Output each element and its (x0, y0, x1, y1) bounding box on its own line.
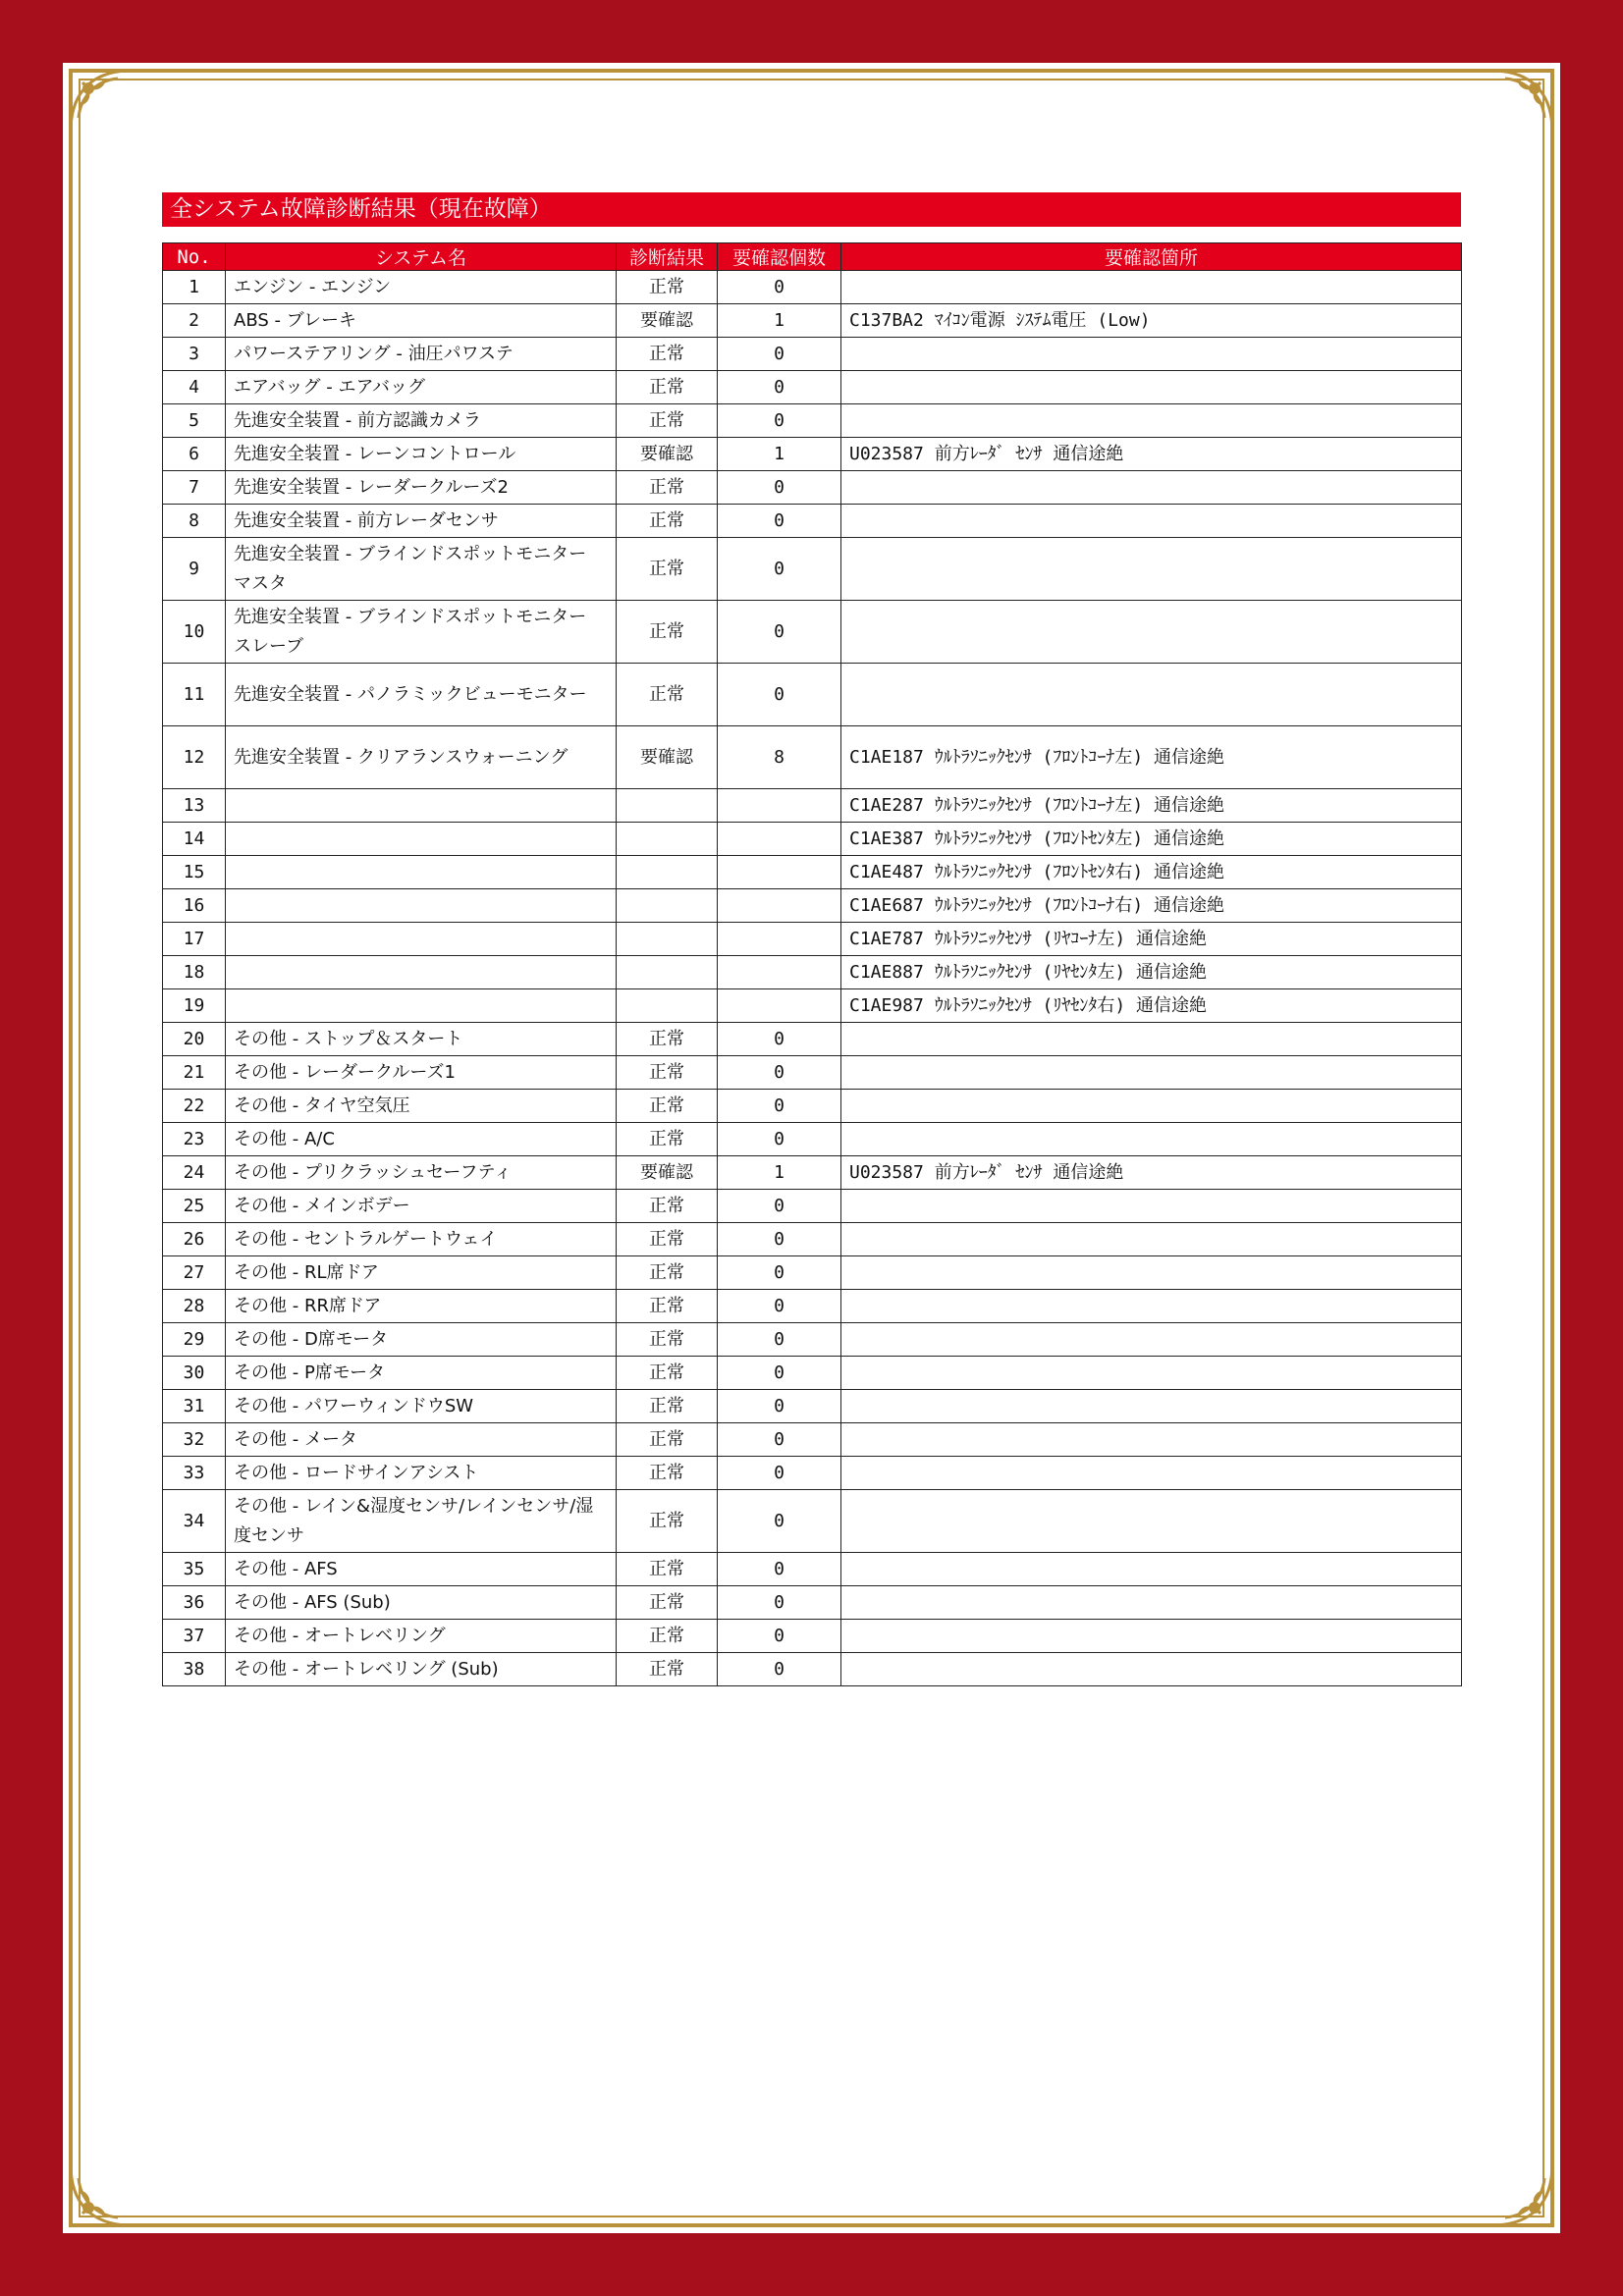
row-result (617, 856, 718, 889)
row-no: 11 (163, 664, 226, 726)
row-result: 正常 (617, 1056, 718, 1090)
row-no: 23 (163, 1123, 226, 1156)
table-row (163, 664, 1462, 726)
row-result: 正常 (617, 1256, 718, 1290)
row-system-name: その他 - RR席ドア (226, 1290, 617, 1323)
table-row (163, 371, 1462, 404)
table-row (163, 1256, 1462, 1290)
row-no: 10 (163, 601, 226, 664)
row-result: 要確認 (617, 438, 718, 471)
row-system-name: その他 - メインボデー (226, 1190, 617, 1223)
row-count (718, 889, 841, 923)
table-row (163, 1323, 1462, 1357)
row-result: 正常 (617, 1290, 718, 1323)
row-count: 0 (718, 1457, 841, 1490)
row-no: 7 (163, 471, 226, 505)
table-row (163, 856, 1462, 889)
row-location (841, 505, 1462, 538)
row-no: 20 (163, 1023, 226, 1056)
row-no: 17 (163, 923, 226, 956)
row-location (841, 1056, 1462, 1090)
row-count: 0 (718, 271, 841, 304)
row-no: 21 (163, 1056, 226, 1090)
row-location (841, 1256, 1462, 1290)
header-result: 診断結果 (617, 243, 718, 271)
table-row (163, 1023, 1462, 1056)
row-no: 27 (163, 1256, 226, 1290)
table-row (163, 1290, 1462, 1323)
row-count: 0 (718, 404, 841, 438)
row-location (841, 1357, 1462, 1390)
row-location (841, 471, 1462, 505)
row-no: 14 (163, 823, 226, 856)
row-result: 正常 (617, 338, 718, 371)
row-system-name: その他 - ストップ＆スタート (226, 1023, 617, 1056)
row-location (841, 1620, 1462, 1653)
row-count: 0 (718, 1653, 841, 1686)
table-row (163, 1090, 1462, 1123)
row-result: 正常 (617, 1423, 718, 1457)
row-count (718, 956, 841, 989)
ornament-corner-icon (1478, 63, 1560, 145)
row-no: 26 (163, 1223, 226, 1256)
row-result: 正常 (617, 1357, 718, 1390)
row-no: 30 (163, 1357, 226, 1390)
row-location (841, 1090, 1462, 1123)
row-count: 1 (718, 1156, 841, 1190)
row-count: 0 (718, 1586, 841, 1620)
row-system-name: その他 - オートレベリング (Sub) (226, 1653, 617, 1686)
table-row (163, 438, 1462, 471)
header-count: 要確認個数 (718, 243, 841, 271)
row-location: C1AE487 ｳﾙﾄﾗｿﾆｯｸｾﾝｻ (ﾌﾛﾝﾄｾﾝﾀ右) 通信途絶 (841, 856, 1462, 889)
row-result: 正常 (617, 601, 718, 664)
row-count: 0 (718, 1357, 841, 1390)
row-count: 0 (718, 338, 841, 371)
row-location (841, 371, 1462, 404)
row-no: 12 (163, 726, 226, 789)
table-row (163, 1457, 1462, 1490)
row-system-name: その他 - P席モータ (226, 1357, 617, 1390)
row-location (841, 1553, 1462, 1586)
table-row (163, 338, 1462, 371)
row-location: C1AE387 ｳﾙﾄﾗｿﾆｯｸｾﾝｻ (ﾌﾛﾝﾄｾﾝﾀ左) 通信途絶 (841, 823, 1462, 856)
row-location (841, 1490, 1462, 1553)
diagnosis-table (162, 242, 1461, 1686)
row-result (617, 789, 718, 823)
row-result: 要確認 (617, 304, 718, 338)
table-row (163, 726, 1462, 789)
table-row (163, 1357, 1462, 1390)
row-no: 6 (163, 438, 226, 471)
table-row (163, 471, 1462, 505)
row-count: 8 (718, 726, 841, 789)
row-location (841, 1123, 1462, 1156)
row-count: 0 (718, 1023, 841, 1056)
row-result: 要確認 (617, 726, 718, 789)
row-count (718, 823, 841, 856)
table-row (163, 1056, 1462, 1090)
row-count (718, 856, 841, 889)
row-result: 正常 (617, 1023, 718, 1056)
row-location: C1AE187 ｳﾙﾄﾗｿﾆｯｸｾﾝｻ (ﾌﾛﾝﾄｺｰﾅ左) 通信途絶 (841, 726, 1462, 789)
row-system-name: その他 - セントラルゲートウェイ (226, 1223, 617, 1256)
row-system-name (226, 856, 617, 889)
row-result: 正常 (617, 1123, 718, 1156)
row-count: 0 (718, 664, 841, 726)
row-result (617, 956, 718, 989)
row-result: 正常 (617, 1586, 718, 1620)
row-system-name: その他 - AFS (226, 1553, 617, 1586)
table-row (163, 404, 1462, 438)
row-system-name: その他 - AFS (Sub) (226, 1586, 617, 1620)
row-location: C1AE987 ｳﾙﾄﾗｿﾆｯｸｾﾝｻ (ﾘﾔｾﾝﾀ右) 通信途絶 (841, 989, 1462, 1023)
table-row (163, 1123, 1462, 1156)
table-row (163, 538, 1462, 601)
table-row (163, 956, 1462, 989)
row-count (718, 789, 841, 823)
row-location (841, 1586, 1462, 1620)
row-location (841, 1023, 1462, 1056)
row-location: C1AE687 ｳﾙﾄﾗｿﾆｯｸｾﾝｻ (ﾌﾛﾝﾄｺｰﾅ右) 通信途絶 (841, 889, 1462, 923)
row-system-name (226, 956, 617, 989)
row-count (718, 989, 841, 1023)
row-system-name: 先進安全装置 - レーダークルーズ2 (226, 471, 617, 505)
table-row (163, 1620, 1462, 1653)
table-row (163, 1190, 1462, 1223)
row-result: 正常 (617, 1223, 718, 1256)
row-location: U023587 前方ﾚｰﾀﾞ ｾﾝｻ 通信途絶 (841, 1156, 1462, 1190)
row-no: 28 (163, 1290, 226, 1323)
ornament-corner-icon (1478, 2151, 1560, 2233)
row-count: 0 (718, 1190, 841, 1223)
row-location (841, 1423, 1462, 1457)
row-result: 正常 (617, 1620, 718, 1653)
table-row (163, 1390, 1462, 1423)
row-result: 正常 (617, 371, 718, 404)
row-location (841, 1457, 1462, 1490)
table-row (163, 1586, 1462, 1620)
table-row (163, 1490, 1462, 1553)
row-result: 正常 (617, 1490, 718, 1553)
row-result: 正常 (617, 1390, 718, 1423)
row-system-name: エンジン - エンジン (226, 271, 617, 304)
row-no: 9 (163, 538, 226, 601)
row-system-name: 先進安全装置 - 前方認識カメラ (226, 404, 617, 438)
row-location: U023587 前方ﾚｰﾀﾞ ｾﾝｻ 通信途絶 (841, 438, 1462, 471)
row-count: 0 (718, 1490, 841, 1553)
row-result: 正常 (617, 271, 718, 304)
row-no: 25 (163, 1190, 226, 1223)
row-count: 0 (718, 1423, 841, 1457)
row-location (841, 338, 1462, 371)
row-no: 36 (163, 1586, 226, 1620)
row-count: 0 (718, 1123, 841, 1156)
table-row (163, 304, 1462, 338)
row-result (617, 989, 718, 1023)
row-no: 37 (163, 1620, 226, 1653)
row-system-name: その他 - ロードサインアシスト (226, 1457, 617, 1490)
row-location (841, 1190, 1462, 1223)
row-result: 正常 (617, 1553, 718, 1586)
row-location (841, 1653, 1462, 1686)
row-system-name: 先進安全装置 - ブラインドスポットモニター スレーブ (226, 601, 617, 664)
row-system-name: 先進安全装置 - 前方レーダセンサ (226, 505, 617, 538)
row-system-name: エアバッグ - エアバッグ (226, 371, 617, 404)
row-system-name: パワーステアリング - 油圧パワステ (226, 338, 617, 371)
row-system-name: 先進安全装置 - レーンコントロール (226, 438, 617, 471)
row-no: 13 (163, 789, 226, 823)
row-no: 4 (163, 371, 226, 404)
row-location: C1AE787 ｳﾙﾄﾗｿﾆｯｸｾﾝｻ (ﾘﾔｺｰﾅ左) 通信途絶 (841, 923, 1462, 956)
row-location (841, 1223, 1462, 1256)
report-page (63, 63, 1560, 2233)
row-result (617, 889, 718, 923)
row-result: 正常 (617, 664, 718, 726)
row-result: 正常 (617, 538, 718, 601)
table-row (163, 1653, 1462, 1686)
row-count: 0 (718, 1256, 841, 1290)
row-count: 1 (718, 438, 841, 471)
row-system-name: その他 - メータ (226, 1423, 617, 1457)
row-result: 正常 (617, 505, 718, 538)
row-result: 正常 (617, 471, 718, 505)
table-row (163, 1156, 1462, 1190)
row-result: 正常 (617, 1457, 718, 1490)
row-system-name: 先進安全装置 - クリアランスウォーニング (226, 726, 617, 789)
row-count: 0 (718, 1090, 841, 1123)
row-no: 29 (163, 1323, 226, 1357)
header-location: 要確認箇所 (841, 243, 1462, 271)
row-count: 0 (718, 1056, 841, 1090)
table-row (163, 823, 1462, 856)
row-system-name: その他 - プリクラッシュセーフティ (226, 1156, 617, 1190)
ornament-corner-icon (63, 2151, 145, 2233)
row-system-name (226, 989, 617, 1023)
row-count (718, 923, 841, 956)
row-result: 要確認 (617, 1156, 718, 1190)
row-count: 0 (718, 1323, 841, 1357)
table-row (163, 505, 1462, 538)
table-row (163, 1223, 1462, 1256)
row-system-name: その他 - レーダークルーズ1 (226, 1056, 617, 1090)
row-system-name (226, 889, 617, 923)
row-no: 18 (163, 956, 226, 989)
row-location: C137BA2 ﾏｲｺﾝ電源 ｼｽﾃﾑ電圧 (Low) (841, 304, 1462, 338)
row-count: 0 (718, 371, 841, 404)
row-count: 0 (718, 1290, 841, 1323)
row-count: 0 (718, 601, 841, 664)
table-row (163, 989, 1462, 1023)
table-row (163, 271, 1462, 304)
row-no: 24 (163, 1156, 226, 1190)
row-no: 2 (163, 304, 226, 338)
report-title: 全システム故障診断結果（現在故障） (162, 192, 1461, 227)
row-system-name: その他 - A/C (226, 1123, 617, 1156)
row-location (841, 664, 1462, 726)
row-no: 19 (163, 989, 226, 1023)
row-no: 15 (163, 856, 226, 889)
row-no: 22 (163, 1090, 226, 1123)
row-no: 34 (163, 1490, 226, 1553)
row-system-name: 先進安全装置 - パノラミックビューモニター (226, 664, 617, 726)
row-system-name: その他 - D席モータ (226, 1323, 617, 1357)
row-no: 3 (163, 338, 226, 371)
row-result: 正常 (617, 1090, 718, 1123)
row-no: 16 (163, 889, 226, 923)
table-row (163, 1423, 1462, 1457)
row-system-name (226, 789, 617, 823)
row-count: 0 (718, 471, 841, 505)
row-system-name: その他 - タイヤ空気圧 (226, 1090, 617, 1123)
row-count: 0 (718, 1390, 841, 1423)
row-count: 1 (718, 304, 841, 338)
row-count: 0 (718, 538, 841, 601)
row-location (841, 271, 1462, 304)
row-location: C1AE287 ｳﾙﾄﾗｿﾆｯｸｾﾝｻ (ﾌﾛﾝﾄｺｰﾅ左) 通信途絶 (841, 789, 1462, 823)
row-result: 正常 (617, 404, 718, 438)
row-location (841, 1390, 1462, 1423)
row-count: 0 (718, 505, 841, 538)
row-location (841, 538, 1462, 601)
row-no: 1 (163, 271, 226, 304)
ornament-corner-icon (63, 63, 145, 145)
row-count: 0 (718, 1620, 841, 1653)
row-count: 0 (718, 1553, 841, 1586)
row-system-name: その他 - レイン&湿度センサ/レインセンサ/湿度センサ (226, 1490, 617, 1553)
row-location (841, 601, 1462, 664)
row-result (617, 923, 718, 956)
row-count: 0 (718, 1223, 841, 1256)
row-no: 31 (163, 1390, 226, 1423)
row-no: 38 (163, 1653, 226, 1686)
row-result: 正常 (617, 1190, 718, 1223)
row-system-name: その他 - RL席ドア (226, 1256, 617, 1290)
row-system-name (226, 923, 617, 956)
row-location: C1AE887 ｳﾙﾄﾗｿﾆｯｸｾﾝｻ (ﾘﾔｾﾝﾀ左) 通信途絶 (841, 956, 1462, 989)
table-row (163, 789, 1462, 823)
row-no: 32 (163, 1423, 226, 1457)
row-no: 33 (163, 1457, 226, 1490)
row-location (841, 1323, 1462, 1357)
table-row (163, 923, 1462, 956)
row-no: 35 (163, 1553, 226, 1586)
row-system-name (226, 823, 617, 856)
row-no: 5 (163, 404, 226, 438)
row-system-name: ABS - ブレーキ (226, 304, 617, 338)
row-location (841, 404, 1462, 438)
row-no: 8 (163, 505, 226, 538)
table-row (163, 889, 1462, 923)
row-location (841, 1290, 1462, 1323)
row-result (617, 823, 718, 856)
table-row (163, 601, 1462, 664)
table-header-row (163, 243, 1462, 271)
header-no: No. (163, 243, 226, 271)
row-result: 正常 (617, 1323, 718, 1357)
header-system: システム名 (226, 243, 617, 271)
row-system-name: その他 - オートレベリング (226, 1620, 617, 1653)
row-result: 正常 (617, 1653, 718, 1686)
row-system-name: 先進安全装置 - ブラインドスポットモニター マスタ (226, 538, 617, 601)
row-system-name: その他 - パワーウィンドウSW (226, 1390, 617, 1423)
table-row (163, 1553, 1462, 1586)
